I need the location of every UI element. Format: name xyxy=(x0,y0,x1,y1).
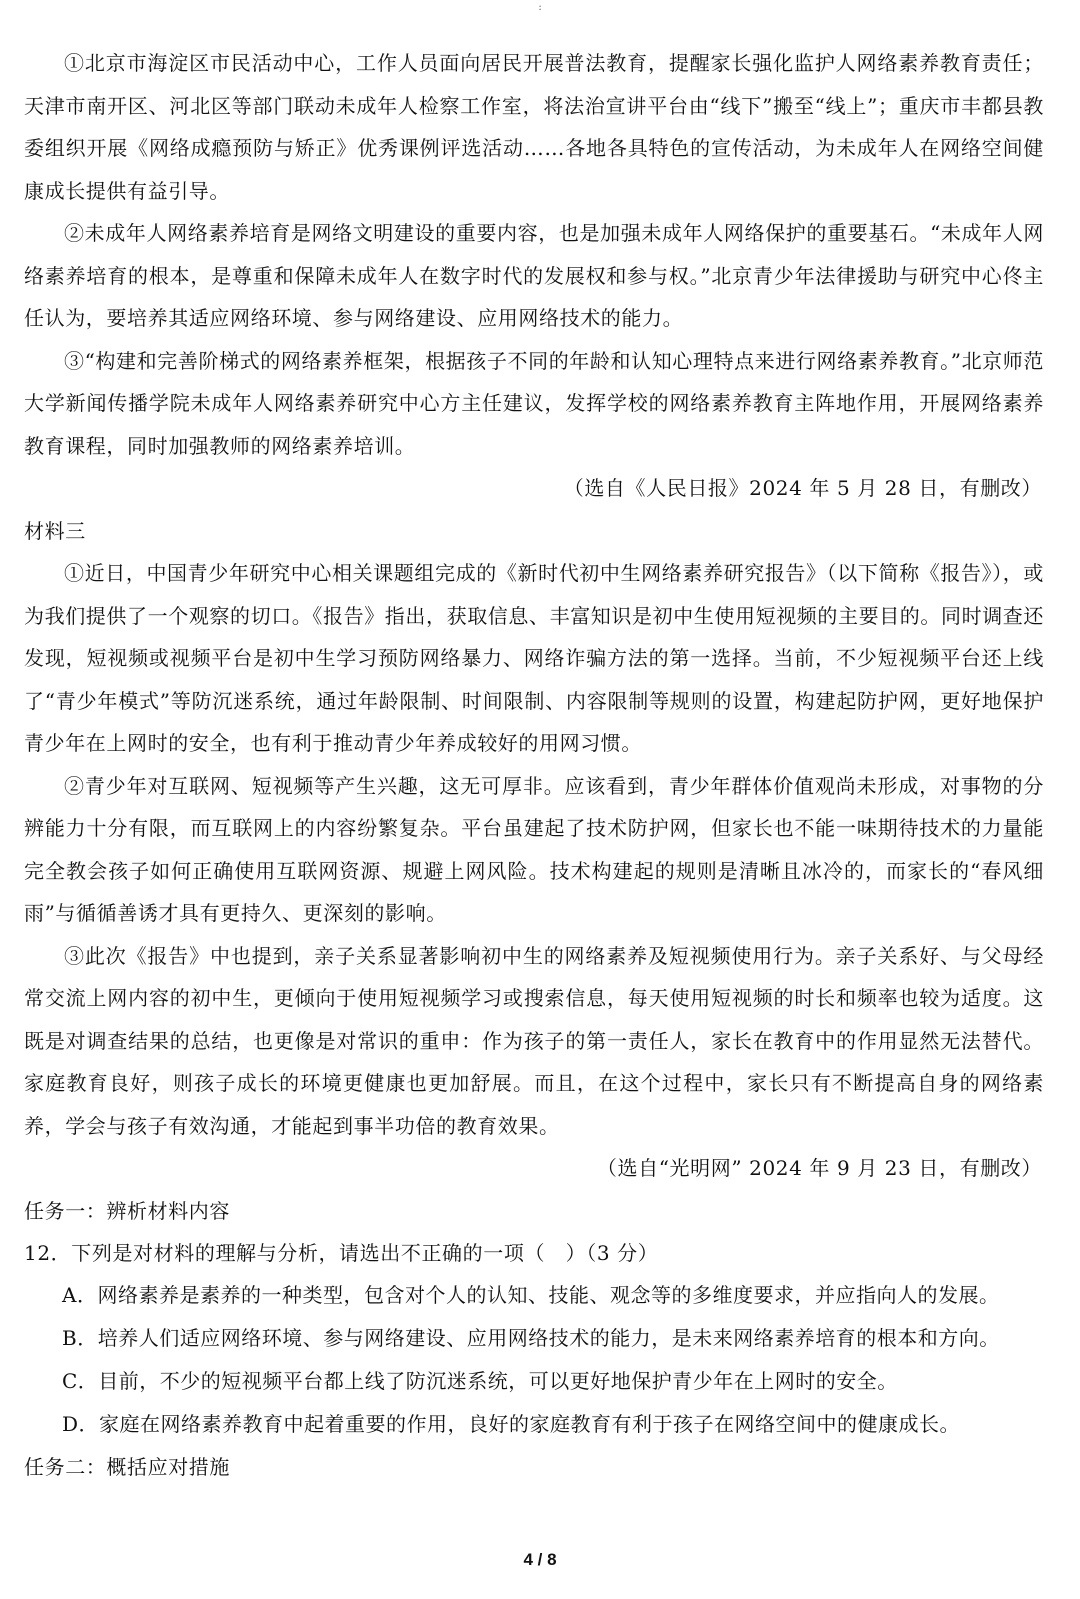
question-12-option-b: B．培养人们适应网络环境、参与网络建设、应用网络技术的能力，是未来网络素养培育的根本和方向。 xyxy=(62,1326,1000,1350)
material2-source: （选自《人民日报》2024 年 5 月 28 日，有删改） xyxy=(563,476,1042,500)
question-12-option-a: A．网络素养是素养的一种类型，包含对个人的认知、技能、观念等的多维度要求，并应指向人的发展。 xyxy=(62,1283,1000,1307)
material3-paragraph-2: ②青少年对互联网、短视频等产生兴趣，这无可厚非。应该看到，青少年群体价值观尚未形成，对事物的分辨能力十分有限，而互联网上的内容纷繁复杂。平台虽建起了技术防护网，但家长也不能一味期待技术的力量能完全教会孩子如何正确使用互联网资源、规避上网风险。技术构建起的规则是清晰且冰冷的，而家长的“春风细雨”与循循善诱才具有更持久、更深刻的影响。 xyxy=(24,773,1044,925)
material2-paragraph-2: ②未成年人网络素养培育是网络文明建设的重要内容，也是加强未成年人网络保护的重要基石。“未成年人网络素养培育的根本，是尊重和保障未成年人在数字时代的发展权和参与权。”北京青少年法律援助与研究中心佟主任认为，要培养其适应网络环境、参与网络建设、应用网络技术的能力。 xyxy=(24,221,1044,330)
task1-heading: 任务一：辨析材料内容 xyxy=(24,1199,230,1223)
question-12-stem: 12．下列是对材料的理解与分析，请选出不正确的一项（ ）（3 分） xyxy=(24,1241,659,1265)
material3-paragraph-3: ③此次《报告》中也提到，亲子关系显著影响初中生的网络素养及短视频使用行为。亲子关系好、与父母经常交流上网内容的初中生，更倾向于使用短视频学习或搜索信息，每天使用短视频的时长和频率也较为适度。这既是对调查结果的总结，也更像是对常识的重申：作为孩子的第一责任人，家长在教育中的作用显然无法替代。家庭教育良好，则孩子成长的环境更健康也更加舒展。而且，在这个过程中，家长只有不断提高自身的网络素养，学会与孩子有效沟通，才能起到事半功倍的教育效果。 xyxy=(24,943,1044,1138)
material2-paragraph-1: ①北京市海淀区市民活动中心，工作人员面向居民开展普法教育，提醒家长强化监护人网络素养教育责任；天津市南开区、河北区等部门联动未成年人检察工作室，将法治宣讲平台由“线下”搬至“线上”；重庆市丰都县教委组织开展《网络成瘾预防与矫正》优秀课例评选活动……各地各具特色的宣传活动，为未成年人在网络空间健康成长提供有益引导。 xyxy=(24,51,1044,203)
material2-paragraph-3: ③“构建和完善阶梯式的网络素养框架，根据孩子不同的年龄和认知心理特点来进行网络素养教育。”北京师范大学新闻传播学院未成年人网络素养研究中心方主任建议，发挥学校的网络素养教育主阵地作用，开展网络素养教育课程，同时加强教师的网络素养培训。 xyxy=(24,348,1044,458)
material3-heading: 材料三 xyxy=(24,519,86,543)
page-number: 4 / 8 xyxy=(523,1550,557,1569)
material3-paragraph-1: ①近日，中国青少年研究中心相关课题组完成的《新时代初中生网络素养研究报告》（以下简称《报告》），或为我们提供了一个观察的切口。《报告》指出，获取信息、丰富知识是初中生使用短视频的主要目的。同时调查还发现，短视频或视频平台是初中生学习预防网络暴力、网络诈骗方法的第一选择。当前，不少短视频平台还上线了“青少年模式”等防沉迷系统，通过年龄限制、时间限制、内容限制等规则的设置，构建起防护网，更好地保护青少年在上网时的安全，也有利于推动青少年养成较好的用网习惯。 xyxy=(24,561,1044,755)
question-12-option-d: D．家庭在网络素养教育中起着重要的作用，良好的家庭教育有利于孩子在网络空间中的健康成长。 xyxy=(62,1412,961,1436)
question-12-option-c: C．目前，不少的短视频平台都上线了防沉迷系统，可以更好地保护青少年在上网时的安全。 xyxy=(62,1369,898,1393)
top-mark: : xyxy=(538,2,542,13)
material3-source: （选自“光明网” 2024 年 9 月 23 日，有删改） xyxy=(596,1156,1042,1180)
task2-heading: 任务二：概括应对措施 xyxy=(24,1455,230,1479)
